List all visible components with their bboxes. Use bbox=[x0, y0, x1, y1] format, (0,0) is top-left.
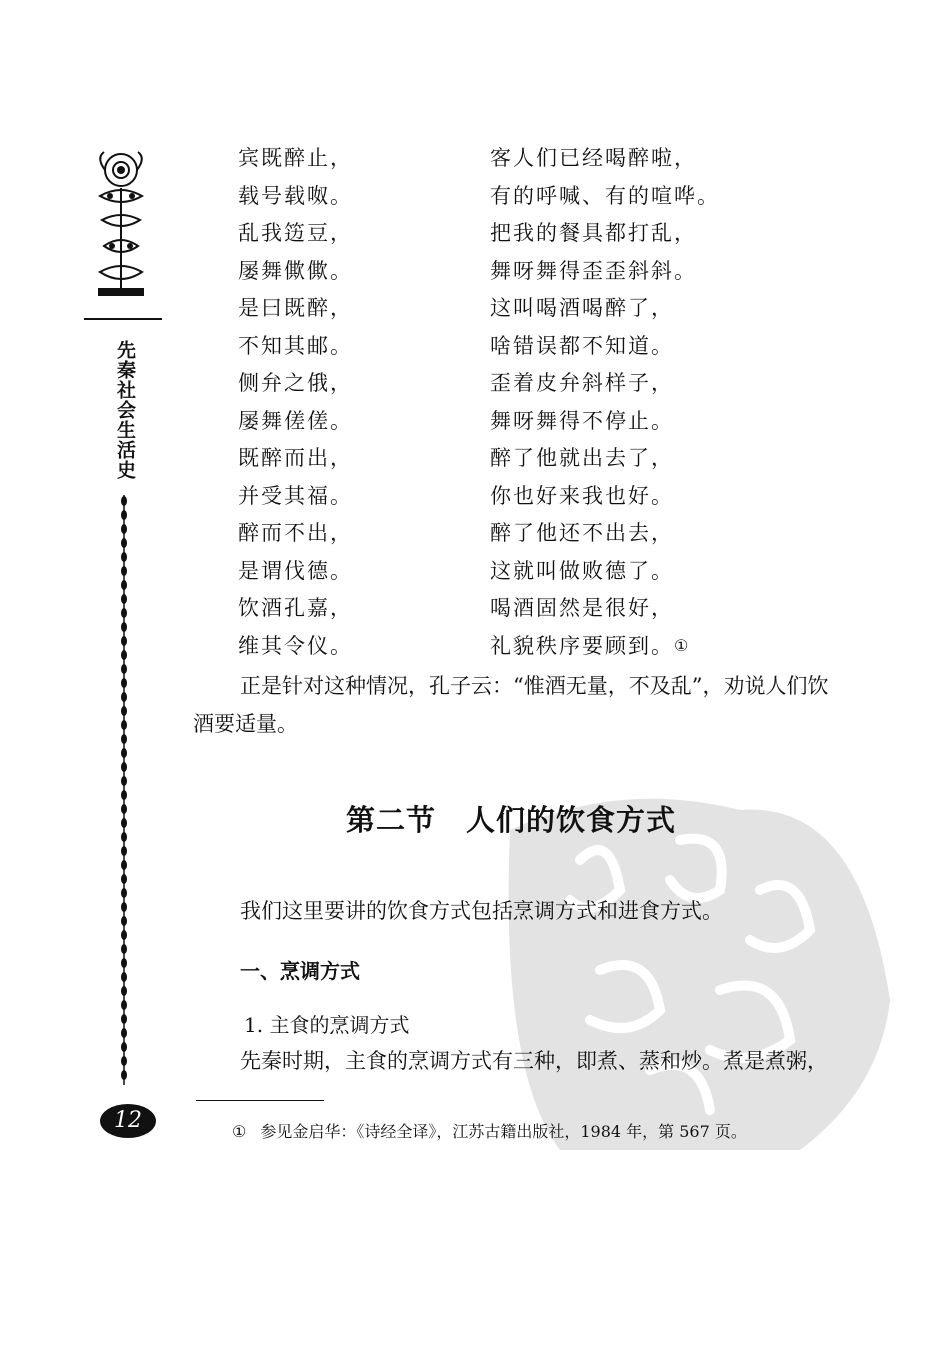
poem-original-line: 并受其福。 bbox=[238, 484, 353, 508]
subheading: 一、烹调方式 bbox=[240, 959, 360, 983]
poem-translation-line bbox=[490, 483, 674, 509]
poem-translation-text: 这叫喝酒喝醉了， bbox=[490, 296, 674, 320]
poem-original-line: 饮酒孔嘉， bbox=[238, 596, 353, 620]
poem-original-line: 既醉而出， bbox=[238, 446, 353, 470]
poem-translation-line bbox=[490, 220, 697, 246]
poem-translation-text: 这就叫做败德了。 bbox=[490, 559, 674, 583]
poem-translation-text: 啥错误都不知道。 bbox=[490, 334, 674, 358]
poem-original-line: 维其令仪。 bbox=[238, 634, 353, 658]
poem-translation-text: 舞呀舞得歪歪斜斜。 bbox=[490, 259, 697, 283]
poem-translation-text: 醉了他就出去了， bbox=[490, 446, 674, 470]
page-number: 12 bbox=[100, 1104, 156, 1138]
section-heading: 第二节 人们的饮食方式 bbox=[346, 803, 677, 837]
poem-translation-text: 礼貌秩序要顾到。 bbox=[490, 634, 674, 658]
poem-translation-text: 把我的餐具都打乱， bbox=[490, 221, 697, 245]
poem-translation-text: 喝酒固然是很好， bbox=[490, 596, 674, 620]
poem-translation-line bbox=[490, 595, 674, 621]
poem-translation-line bbox=[490, 558, 674, 584]
poem-translation-line bbox=[490, 370, 674, 396]
intro-paragraph: 我们这里要讲的饮食方式包括烹调方式和进食方式。 bbox=[240, 899, 723, 923]
paragraph-line: 酒要适量。 bbox=[193, 712, 298, 736]
poem-translation-line bbox=[490, 408, 674, 434]
poem-translation-text: 歪着皮弁斜样子， bbox=[490, 371, 674, 395]
poem-translation-line bbox=[490, 183, 720, 209]
poem-original-line: 是谓伐德。 bbox=[238, 559, 353, 583]
poem-original-line: 不知其邮。 bbox=[238, 334, 353, 358]
item-heading: 1. 主食的烹调方式 bbox=[244, 1013, 410, 1037]
bead-chain-ornament bbox=[118, 495, 130, 1085]
poem-original-line: 宾既醉止， bbox=[238, 146, 353, 170]
poem-translation-text: 你也好来我也好。 bbox=[490, 484, 674, 508]
footnote-marker: ① bbox=[674, 636, 691, 655]
poem-translation-text: 醉了他还不出去， bbox=[490, 521, 674, 545]
sidebar-rule bbox=[84, 318, 162, 320]
poem-translation-text: 客人们已经喝醉啦， bbox=[490, 146, 697, 170]
footnote-text: 参见金启华：《诗经全译》，江苏古籍出版社，1984 年，第 567 页。 bbox=[260, 1122, 747, 1141]
poem-translation-text: 有的呼喊、有的喧哗。 bbox=[490, 184, 720, 208]
floral-ornament-icon bbox=[92, 148, 150, 298]
poem-original-line: 是曰既醉， bbox=[238, 296, 353, 320]
poem-original-line: 醉而不出， bbox=[238, 521, 353, 545]
poem-translation-line bbox=[490, 520, 674, 546]
footnote-number: ① bbox=[232, 1122, 247, 1141]
footnote bbox=[232, 1122, 747, 1142]
poem-translation-text: 舞呀舞得不停止。 bbox=[490, 409, 674, 433]
poem-translation-line bbox=[490, 258, 697, 284]
paragraph-line: 先秦时期，主食的烹调方式有三种，即煮、蒸和炒。煮是煮粥， bbox=[240, 1049, 828, 1073]
poem-original-line: 侧弁之俄， bbox=[238, 371, 353, 395]
poem-original-line: 载号载呶。 bbox=[238, 184, 353, 208]
footnote-rule bbox=[196, 1100, 324, 1101]
poem-translation-line bbox=[490, 295, 674, 321]
poem-original-line: 屡舞僛僛。 bbox=[238, 259, 353, 283]
poem-translation-line bbox=[490, 445, 674, 471]
poem-translation-line bbox=[490, 333, 674, 359]
poem-translation-line bbox=[490, 633, 690, 659]
poem-original-line: 乱我笾豆， bbox=[238, 221, 353, 245]
poem-original-line: 屡舞傞傞。 bbox=[238, 409, 353, 433]
poem-translation-line bbox=[490, 145, 697, 171]
book-title: 先秦社会生活史 bbox=[114, 340, 136, 480]
paragraph-line: 正是针对这种情况，孔子云：“惟酒无量，不及乱”，劝说人们饮 bbox=[240, 674, 829, 698]
